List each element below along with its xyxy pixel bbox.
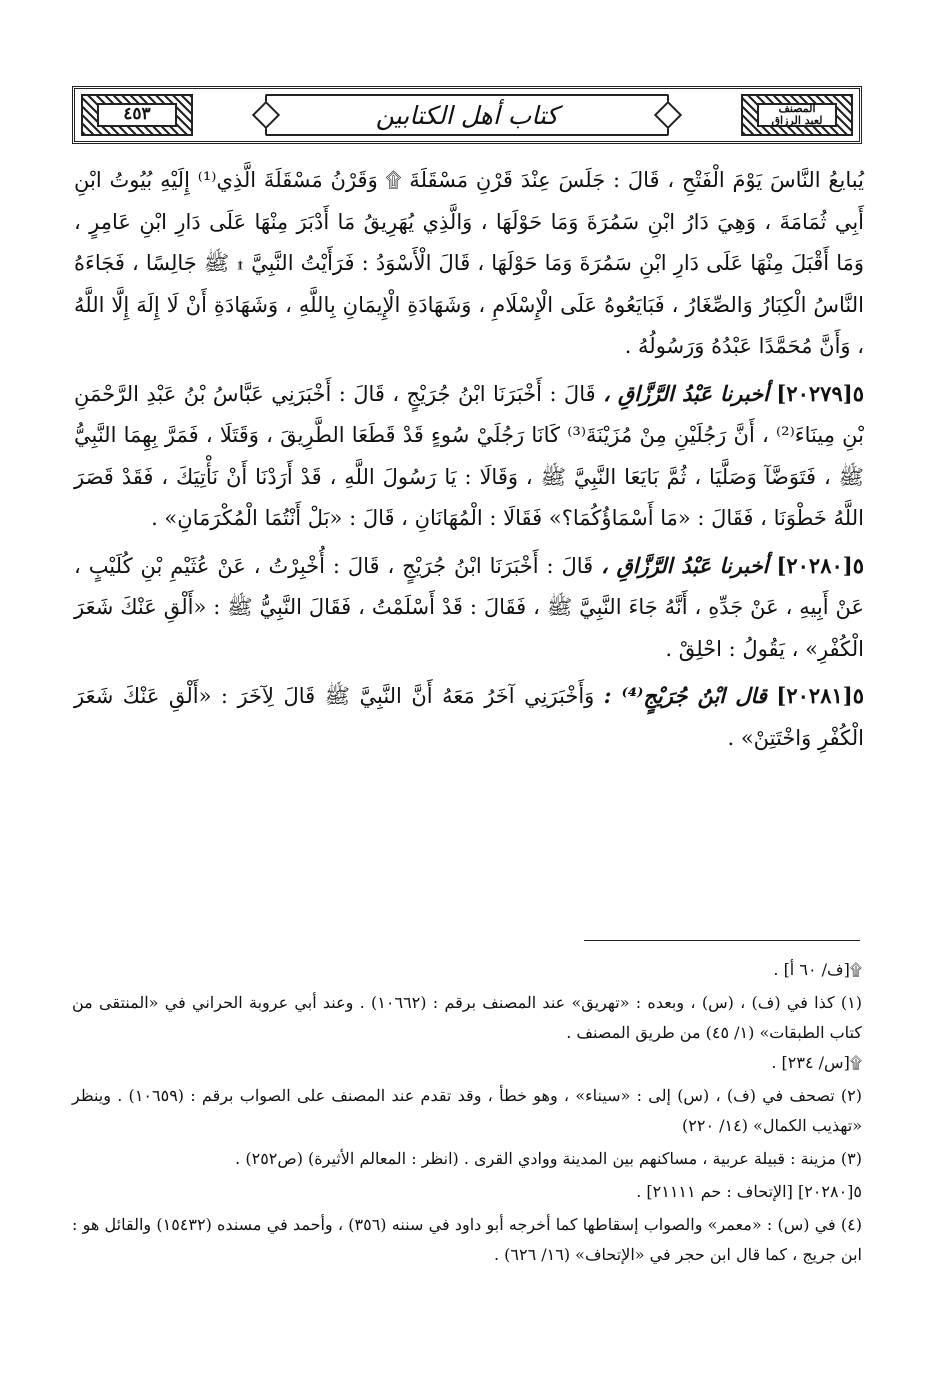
footnote-1: (١) كذا في (ف) ، (س) ، وبعده : «تهريق» عند المصنف برقم : (١٠٦٦٢) . وعند أبي عروبة الحراني في «المنتقى من كتاب الطبقات» (١/ ٤٥) من طريق المصنف .: [72, 993, 862, 1042]
hadith-20280: [74, 545, 864, 671]
hadith-20281: [74, 675, 864, 759]
page-number: ٤٥٣: [97, 103, 177, 127]
page-number-frame: [81, 94, 193, 136]
emblem-line-1: المصنف: [778, 102, 816, 116]
footnote-marker-f: ۩[ف/ ٦٠ أ] .: [773, 960, 862, 979]
book-emblem: [741, 94, 853, 136]
hadith-lead: قال ابْنُ جُرَيْجٍ⁽⁴⁾ :: [603, 683, 767, 708]
main-text: [74, 160, 864, 764]
footnotes: [72, 955, 862, 1270]
hadith-20279: [74, 373, 864, 540]
hadith-number: ٥[٢٠٢٧٩]: [776, 380, 864, 406]
footnote-ithaf: ٥[٢٠٢٨٠] [الإتحاف : حم ٢١١١١] .: [636, 1182, 862, 1201]
footnote-2: (٢) تصحف في (ف) ، (س) إلى : «سيناء» ، وهو خطأ ، وقد تقدم عند المصنف على الصواب برقم : (١٠٦٥٩) . وينظر «تهذيب الكمال» (١٤/ ٢٢٠): [72, 1086, 863, 1135]
hadith-lead: أخبرنا عَبْدُ الرَّزَّاقِ ،: [601, 552, 769, 578]
hadith-number: ٥[٢٠٢٨١]: [776, 683, 864, 708]
hadith-number: ٥[٢٠٢٨٠]: [776, 552, 864, 578]
footnote-marker-s: ۩[س/ ٢٣٤] .: [771, 1053, 862, 1072]
book-title: كتاب أهل الكتابين: [265, 94, 669, 136]
continuation-paragraph: يُبايعُ النَّاسَ يَوْمَ الْفَتْحِ ، قَالَ : جَلَسَ عِنْدَ قَرْنِ مَسْقَلَةَ ۩ وَقَرْنُ مَسْقَلَةَ الَّذِي⁽¹⁾ إِلَيْهِ بُيُوتُ ابْنِ أَبِي ثُمَامَةَ ، وَهِيَ دَارُ ابْنِ سَمُرَةَ وَمَا حَوْلَهَا ، وَالَّذِي يُهَرِيقُ مَا أَدْبَرَ مِنْهَا عَلَى دَارِ ابْنِ عَامِرٍ ، وَمَا أَقْبَلَ مِنْهَا عَلَى دَارِ ابْنِ سَمُرَةَ وَمَا حَوْلَهَا ، قَالَ الْأَسْوَدُ : فَرَأَيْتُ النَّبِيَّ ۩ ﷺ جَالِسًا ، فَجَاءَهُ النَّاسُ الْكِبَارُ وَالصِّغَارُ ، فَبَايَعُوهُ عَلَى الْإِسْلَامِ ، وَشَهَادَةِ الْإِيمَانِ بِاللَّهِ ، وَشَهَادَةِ أَنْ لَا إِلَهَ إِلَّا اللَّهُ ، وَأَنَّ مُحَمَّدًا عَبْدُهُ وَرَسُولُهُ .: [74, 168, 864, 358]
page-header: [72, 86, 862, 144]
emblem-line-2: لعبد الرزاق: [771, 114, 823, 127]
footnote-divider: [584, 940, 860, 941]
hadith-text: قَالَ : أَخْبَرَنَا ابْنُ جُرَيْجٍ ، قَالَ : أَخْبَرَنِي عَبَّاسُ بْنُ عَبْدِ الرَّحْمَنِ بْنِ مِينَاءَ⁽²⁾ ، أَنَّ رَجُلَيْنِ مِنْ مُزَيْنَةَ⁽³⁾ كَانَا رَجُلَيْ سُوءٍ قَدْ قَطَعَا الطَّرِيقَ ، وَقَتَلَا ، فَمَرَّ بِهِمَا النَّبِيُّ ﷺ ، فَتَوَضَّآ وَصَلَّيَا ، ثُمَّ بَايَعَا النَّبِيَّ ﷺ ، وَقَالَا : يَا رَسُولَ اللَّهِ ، قَدْ أَرَدْنَا أَنْ نَأْتِيَكَ ، فَقَدْ قَصَرَ اللَّهُ خَطْوَنَا ، فَقَالَ : «مَا أَسْمَاؤُكُمَا؟» فَقَالَا : الْمُهَانَانِ ، قَالَ : «بَلْ أَنْتُمَا الْمُكْرَمَانِ» .: [74, 381, 864, 530]
hadith-text: قَالَ : أَخْبَرَنَا ابْنُ جُرَيْجٍ ، قَالَ : أُخْبِرْتُ ، عَنْ عُثَيْمِ بْنِ كُلَيْبٍ ، عَنْ أَبِيهِ ، عَنْ جَدِّهِ ، أَنَّهُ جَاءَ النَّبِيَّ ﷺ ، فَقَالَ : قَدْ أَسْلَمْتُ ، فَقَالَ النَّبِيُّ ﷺ : «أَلْقِ عَنْكَ شَعَرَ الْكُفْرِ» ، يَقُولُ : احْلِقْ .: [74, 553, 864, 661]
footnote-3: (٣) مزينة : قبيلة عربية ، مساكنهم بين المدينة ووادي القرى . (انظر : المعالم الأثيرة) (ص٢٥٢) .: [235, 1149, 862, 1168]
hadith-text: وَأَخْبَرَنِي آخَرُ مَعَهُ أَنَّ النَّبِيَّ ﷺ قَالَ لِآخَرَ : «أَلْقِ عَنْكَ شَعَرَ الْكُفْرِ وَاخْتَتِنْ» .: [74, 684, 864, 750]
footnote-4: (٤) في (س) : «معمر» والصواب إسقاطها كما أخرجه أبو داود في سننه (٣٥٦) ، وأحمد في مسنده (١٥٤٣٢) والقائل هو : ابن جريج ، كما قال ابن حجر في «الإتحاف» (١٦/ ٦٢٦) .: [72, 1215, 862, 1264]
hadith-lead: أخبرنا عَبْدُ الرَّزَّاقِ ،: [603, 380, 769, 406]
